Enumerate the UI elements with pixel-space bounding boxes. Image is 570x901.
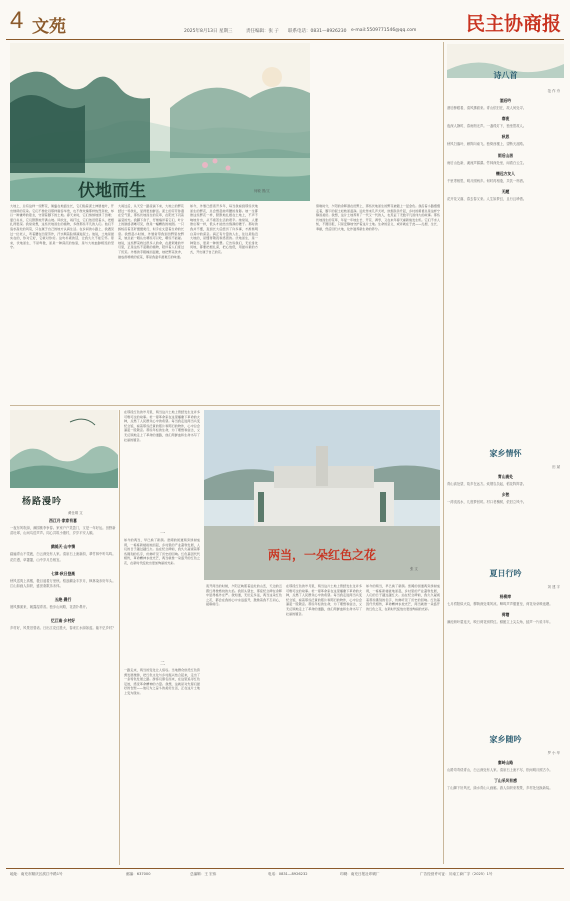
poem-decoration-art bbox=[10, 410, 118, 488]
poem-title: 鹧鸪天·山中情 bbox=[50, 544, 76, 550]
sidebar-author: 范 作 舟 bbox=[547, 89, 560, 93]
sidebar-poem-body: 夜深人静时，春雨细无声。一盏孤灯下，独坐思故人。 bbox=[447, 124, 527, 129]
poem-item bbox=[10, 544, 116, 562]
poem-title: 西江月·家家有喜 bbox=[49, 518, 77, 523]
sidebar bbox=[447, 44, 564, 864]
header-email: e-mail:5509771546@qq.com bbox=[351, 28, 417, 33]
sidebar-section-title: 家乡情怀 bbox=[489, 448, 522, 458]
sidebar-poem-title: 乡愁 bbox=[501, 492, 510, 498]
article1-col3: 如今，外婆已经离开多年，每当我看到那些伏地而生的野花，总会想起她弯腰的身影。她一生都像这些野花一样，默默地扎根在土地上，不声不响地付出，从不抱怨生活的艰辛。她常说，人要像庄稼一样，低头才能结出饱满的穗子。那时的我并不懂，直到长大后经历了许多事，才渐渐明白其中的深意。真正有分量的人生，往往是贴近大地的，是懂得敬畏和感恩的。伏地而生，是一种姿态，更是一种智慧。它告诉我们，无论身处何地，都要把根扎深，把心放低，用最朴素的方式，开出属于自己的花。 bbox=[190, 204, 258, 254]
sidebar-poem-group bbox=[447, 98, 564, 202]
footer-tel: 电话：0831—8926232 bbox=[268, 872, 308, 876]
sidebar-poem-body: 山路弯弯绕青山，白云深处有人家。清泉石上流不尽，松间明月照古今。 bbox=[447, 768, 553, 772]
sidebar-author: 刘 建 宇 bbox=[547, 585, 560, 589]
sidebar-poem-body: 丁山脚下好风光，绿水青山入画廊。游人如织来观景，乡村处处换新装。 bbox=[447, 786, 553, 791]
header-phone: 联系电话：0831—8926230 bbox=[288, 29, 347, 34]
column-rule bbox=[119, 410, 120, 865]
article1-col4: 傍晚时分，夕阳的余晖洒在田野上，那些伏地而生的野花被镀上一层金色。我沿着小路慢慢走着，脚下的泥土松软而温润。远处传来几声犬吠，炊烟袅袅升起，乡村的黄昏总是这样宁静而美好。我想，这片土地养育了一代又一代的人，也见证了无数平凡而伟大的故事。那些伏地而生的花草，年复一年地生长、开花、凋零，又在来年春天重新焕发生机。它们不求人知，不图回报，只是安静地守护着这片土地。生命的意义，或许就在于此——扎根、生长、奉献，然后回归大地，化作滋养新生命的养分。 bbox=[316, 204, 440, 231]
sidebar-author: 罗 小 华 bbox=[547, 751, 560, 755]
article3-col4: 离开两当的时候，夕阳正映照着远处的山峦，天边的云霞红得像燃烧的火焰。我回头望去，那座纪念碑在余晖中显得格外庄严。我知道，无论走多远，两当这朵红色之花，都会在我的心中永远盛开，激励着我不忘初心，砥砺前行。 bbox=[206, 584, 282, 607]
article3-author: 张 文 bbox=[410, 567, 418, 571]
article1-col2: 大雨过后，从天空一路流淌下来，大地上的野花经过一场洗礼，显得更加鲜活。泥土的芬芳弥漫在空气里，那些伏地而生的花草，在阳光下闪着晶莹的光。我蹲下身子，仔细端详着它们，叶片上的脉络清晰可见，像是一幅精致的地图。一只蚂蚁沿着茎秆缓缓爬行，似乎在丈量着生命的长度。我想起小时候，外婆常带我到田野里挖野菜，她总能一眼认出哪些可以吃，哪些不能碰。她说，这些野菜救过很多人的命，在最艰难的岁月里，正是这些不起眼的植物，陪伴着人们度过了饥荒。外婆的手粗糙而温暖，她把野菜洗净，做成香喷喷的饭菜，那是我童年最难忘的味道。 bbox=[118, 204, 184, 259]
page-header bbox=[6, 8, 564, 38]
sidebar-poem-title: 青山高处 bbox=[497, 474, 514, 479]
poem-body: 乡村好，风景旧曾谙。日出江花红胜火，春来江水绿如蓝。能不忆乡村？ bbox=[10, 626, 116, 631]
section-two-label: 二 bbox=[160, 661, 166, 667]
footer-license: 广告经营许可证：川南工商广字（2025）1号 bbox=[420, 872, 493, 876]
photo-caption: 何敏 图/文 bbox=[254, 189, 270, 193]
article3-col1: 在那段红色的岁月里，两当这片土地上曾经发生过许多可歌可泣的故事。老一辈革命家在这里播撒下革命的火种，点燃了人民群众心中的希望。每当我走进两当兵变纪念馆，看着那些泛黄的照片和陈旧的物件，心中总会涌起一股敬意。那些年轻的生命，为了理想和信念，义无反顾地走上了革命的道路，他们用鲜血和生命书写了壮丽的篇章。 bbox=[124, 410, 200, 442]
sidebar-poem-group bbox=[447, 594, 564, 625]
sidebar-poem-title: 秋思 bbox=[501, 134, 510, 140]
sidebar-poem-body: 七月骄阳似火烧，柳荫深处乘风凉。蝉鸣声声催夏至，荷花朵朵映池塘。 bbox=[447, 602, 553, 606]
sidebar-rule bbox=[443, 42, 444, 864]
poem-body: 晨风拂面来，朝露湿青苔。独步山间路，花香扑鼻开。 bbox=[10, 605, 90, 610]
article3-col5: 在那段红色的岁月里，两当这片土地上曾经发生过许多可歌可泣的故事。老一辈革命家在这里播撒下革命的火种，点燃了人民群众心中的希望。每当我走进两当兵变纪念馆，看着那些泛黄的照片和陈旧的物件，心中总会涌起一股敬意。那些年轻的生命，为了理想和信念，义无反顾地走上了革命的道路，他们用鲜血和生命书写了壮丽的篇章。 bbox=[286, 584, 362, 616]
sidebar-poem-body: 雨后山色新，溪流声潺潺。竹林深处坐，闲看白云生。 bbox=[447, 160, 527, 165]
footer-address: 地址：南充市顺庆区滨江中路1号 bbox=[10, 872, 63, 876]
sidebar-poem-title: 荷塘 bbox=[501, 612, 510, 618]
page-footer bbox=[10, 872, 560, 882]
sidebar-poem-title: 酒后吟 bbox=[499, 98, 512, 103]
footer-editor-in-chief: 总编辑：王 宏伟 bbox=[190, 872, 217, 876]
header-editor: 责任编辑：张 子 bbox=[246, 29, 279, 34]
header-rule bbox=[6, 39, 564, 40]
sidebar-poem-group bbox=[447, 474, 564, 505]
article3-col6: 如今的两当，早已换了新颜。宽阔的街道两旁绿树成荫，一栋栋新楼拔地而起，乡村里的产业蓬勃发展，人们的日子越过越红火。站在纪念碑前，我久久凝视着那些镌刻的名字，仿佛听见了历史的回响。红色基因代代相传，革命精神永放光芒，两当就像一朵盛开的红色之花，在新时代绽放出更加绚丽的光彩。 bbox=[366, 584, 440, 611]
sidebar-poem-title: 春夜 bbox=[501, 116, 510, 122]
article-title-yanglu: 杨路漫吟 bbox=[22, 497, 63, 507]
article-title-liangdang: 两当，一朵红色之花 bbox=[268, 548, 377, 562]
sidebar-poem-body: 花开花又落，春去春又来。人生如梦幻，且行且珍惜。 bbox=[447, 197, 527, 202]
sidebar-author: 田 斌 bbox=[552, 465, 560, 469]
article2-author: 黄仕琪 文 bbox=[68, 511, 83, 515]
sidebar-section-title: 诗八首 bbox=[493, 70, 518, 80]
footer-printer: 印刷：南充日报社印刷厂 bbox=[340, 872, 380, 876]
paper-title: 民主协商报 bbox=[466, 13, 562, 35]
sidebar-poem-body: 一湾浅浅水，几度梦回时。村口老槐树，依旧立风中。 bbox=[447, 500, 527, 505]
sidebar-poem-title: 无题 bbox=[501, 189, 510, 195]
article-title-fudi: 伏地而生 bbox=[78, 181, 146, 201]
article1-col1: 大地上，总有这样一些野花，匍匐在地面生长，它们贴着泥土伸展枝叶，开出细碎的花朵。它们不像牡丹那样雍容华贵，也不像玫瑰那样热烈奔放，却以一种谦卑的姿态，守望着脚下的土地。春天来时，它们悄悄地绿了田埂；夏日炎炎，它们默默地开满山坡。风吹过，雨打过，它们依旧低着头，把根扎得更深。我常常想，这些伏地而生的植物，多像那些平凡的人们。他们不追求高处的风景，只在属于自己的地方认真生活。在乡间的小路上，我遇见过一位老人，弯着腰在田里劳作，汗水顺着脸颊滴进泥土。他说，土地是最实在的，你对它好，它就对你好。这句朴素的话，让我久久不能忘怀。原来，伏地而生，不是卑微，而是一种深沉的热爱，是与大地血脉相连的坚守。 bbox=[10, 204, 114, 250]
footer-zip: 邮编：637000 bbox=[126, 872, 151, 876]
article3-col3: 一路走来，两当的变化让人惊叹。当地群众依托红色资源发展旅游，把红色文化与乡村振兴结合起来，走出了一条特色发展之路。游客们慕名而来，在这里追寻红色足迹，感受革命精神的力量。我想，这就是对先辈们最好的告慰——他们为之奋斗的美好生活，正在这片土地上变为现实。 bbox=[124, 668, 200, 695]
poem-item bbox=[10, 618, 116, 631]
sidebar-poem-group bbox=[447, 760, 564, 791]
poem-title: 五绝·晨行 bbox=[54, 597, 72, 603]
footer-rule bbox=[6, 868, 564, 869]
sidebar-poem-body: 千里寄相思，明月照两乡。何时再相逢，共饮一杯酒。 bbox=[447, 178, 527, 183]
poem-body: 一夜东风吹绿，满园桃李争春。家家户户笑盈门，又是一年好运。田野新苗吐翠，山间鸟语声声。同心共筑小康村，岁岁平安人顺。 bbox=[10, 526, 116, 536]
poem-list bbox=[10, 518, 116, 863]
sidebar-poem-title: 丁山采风有感 bbox=[494, 778, 517, 784]
poem-body: 踏遍青山不觉疲，白云深处有人家。清泉石上流新韵，翠竹林中听鸟鸣。花烂漫，草萋萋，山中岁月总相宜。 bbox=[10, 552, 116, 562]
sidebar-poem-title: 杨柳岸 bbox=[499, 594, 512, 599]
section-divider bbox=[10, 405, 440, 406]
sidebar-poem-body: 秋风扫落叶，雁阵向南飞。独倚西楼上，望断天涯路。 bbox=[447, 142, 527, 147]
poem-item bbox=[10, 518, 116, 536]
section-one-label: 一 bbox=[160, 531, 166, 537]
poem-body: 秋风送爽上高楼，极目遥看万里秋。稻浪翻金丰岁月，枫林染赤好年头。江山如画人如织，盛世欢歌乐未休。 bbox=[10, 578, 116, 589]
poem-title: 七律·秋日登高 bbox=[50, 570, 76, 576]
poem-item bbox=[10, 571, 116, 589]
poem-item bbox=[10, 597, 116, 610]
sidebar-poem-title: 赠远方友人 bbox=[496, 170, 515, 176]
header-date: 2025年8月13日 星期三 bbox=[184, 29, 233, 34]
sidebar-poem-body: 满池荷叶碧连天，映日荷花别样红。蜻蜓立上尖尖角，蛙声一片说丰年。 bbox=[447, 620, 553, 625]
poem-title: 忆江南·乡村好 bbox=[50, 618, 76, 624]
sidebar-poem-title: 雨后山居 bbox=[497, 152, 514, 158]
sidebar-poem-title: 秦岭山路 bbox=[497, 760, 514, 765]
page-number: 4 bbox=[10, 7, 24, 34]
section-name: 文苑 bbox=[32, 17, 66, 37]
article3-col2: 如今的两当，早已换了新颜。宽阔的街道两旁绿树成荫，一栋栋新楼拔地而起，乡村里的产业蓬勃发展，人们的日子越过越红火。站在纪念碑前，我久久凝视着那些镌刻的名字，仿佛听见了历史的回响。红色基因代代相传，革命精神永放光芒，两当就像一朵盛开的红色之花，在新时代绽放出更加绚丽的光彩。 bbox=[124, 538, 200, 565]
sidebar-section-title: 家乡随吟 bbox=[489, 734, 522, 744]
sidebar-poem-body: 酒后醉眼看，清风拂面来。青山依旧在，故人何处寻。 bbox=[447, 106, 527, 110]
sidebar-poem-body: 青山高处望，故乡在远方。炊烟袅袅起，稻花阵阵香。 bbox=[447, 482, 527, 486]
sidebar-section-title: 夏日行吟 bbox=[489, 568, 522, 578]
